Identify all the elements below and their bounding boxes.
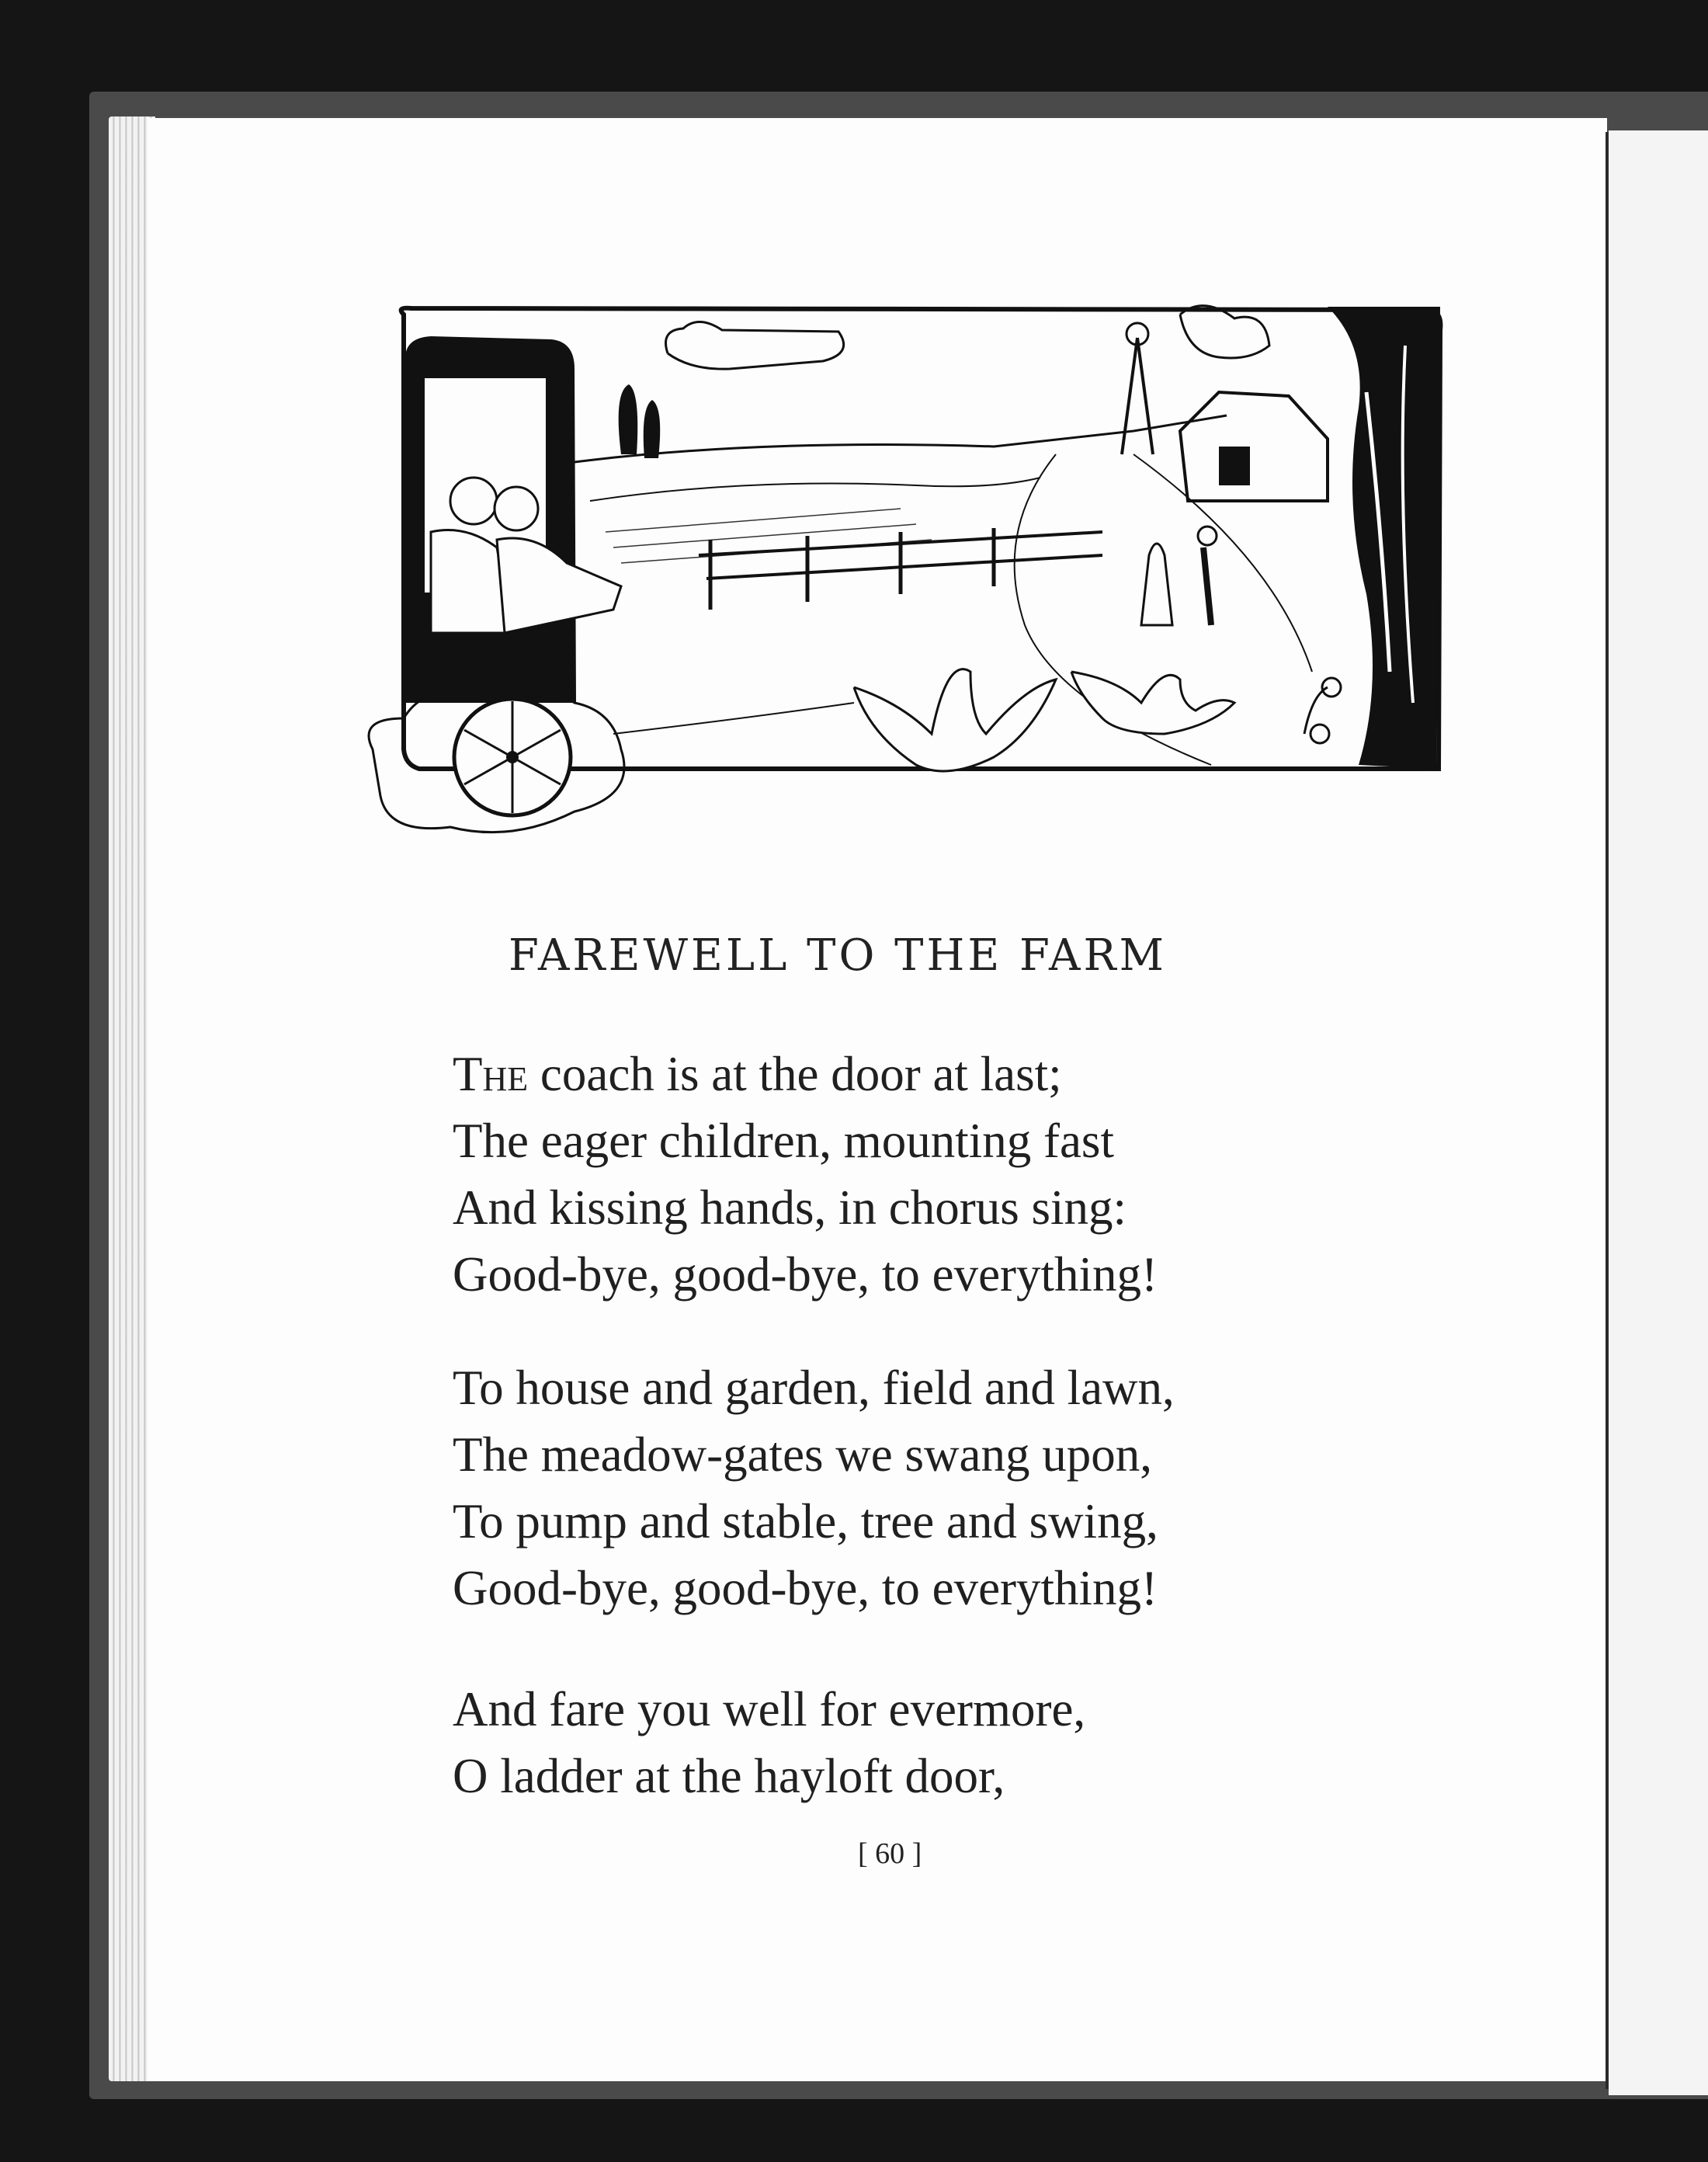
stanza-1 (453, 1041, 1158, 1308)
small-caps-lead: The (453, 1047, 529, 1101)
poem-line: Good-bye, good-bye, to everything! (453, 1247, 1158, 1302)
farm-coach-illustration-icon (357, 299, 1452, 889)
poem-line: The eager children, mounting fast (453, 1114, 1114, 1168)
stanza-3 (453, 1676, 1085, 1809)
page-gutter (1606, 132, 1609, 2089)
line-text: coach is at the door at last; (528, 1047, 1062, 1101)
poem-line: The meadow-gates we swang upon, (453, 1427, 1152, 1482)
poem-line: O ladder at the hayloft door, (453, 1749, 1005, 1803)
poem-line (453, 1041, 1158, 1107)
poem-line: And kissing hands, in chorus sing: (453, 1180, 1127, 1235)
facing-page-edge (1609, 130, 1708, 2095)
poem-title: FAREWELL TO THE FARM (509, 930, 1167, 981)
poem-line: To pump and stable, tree and swing, (453, 1494, 1158, 1549)
poem-line: And fare you well for evermore, (453, 1682, 1086, 1736)
page-number: [ 60 ] (858, 1837, 922, 1870)
stanza-2 (453, 1354, 1175, 1622)
poem-line: To house and garden, field and lawn, (453, 1361, 1175, 1415)
poem-line: Good-bye, good-bye, to everything! (453, 1561, 1158, 1615)
